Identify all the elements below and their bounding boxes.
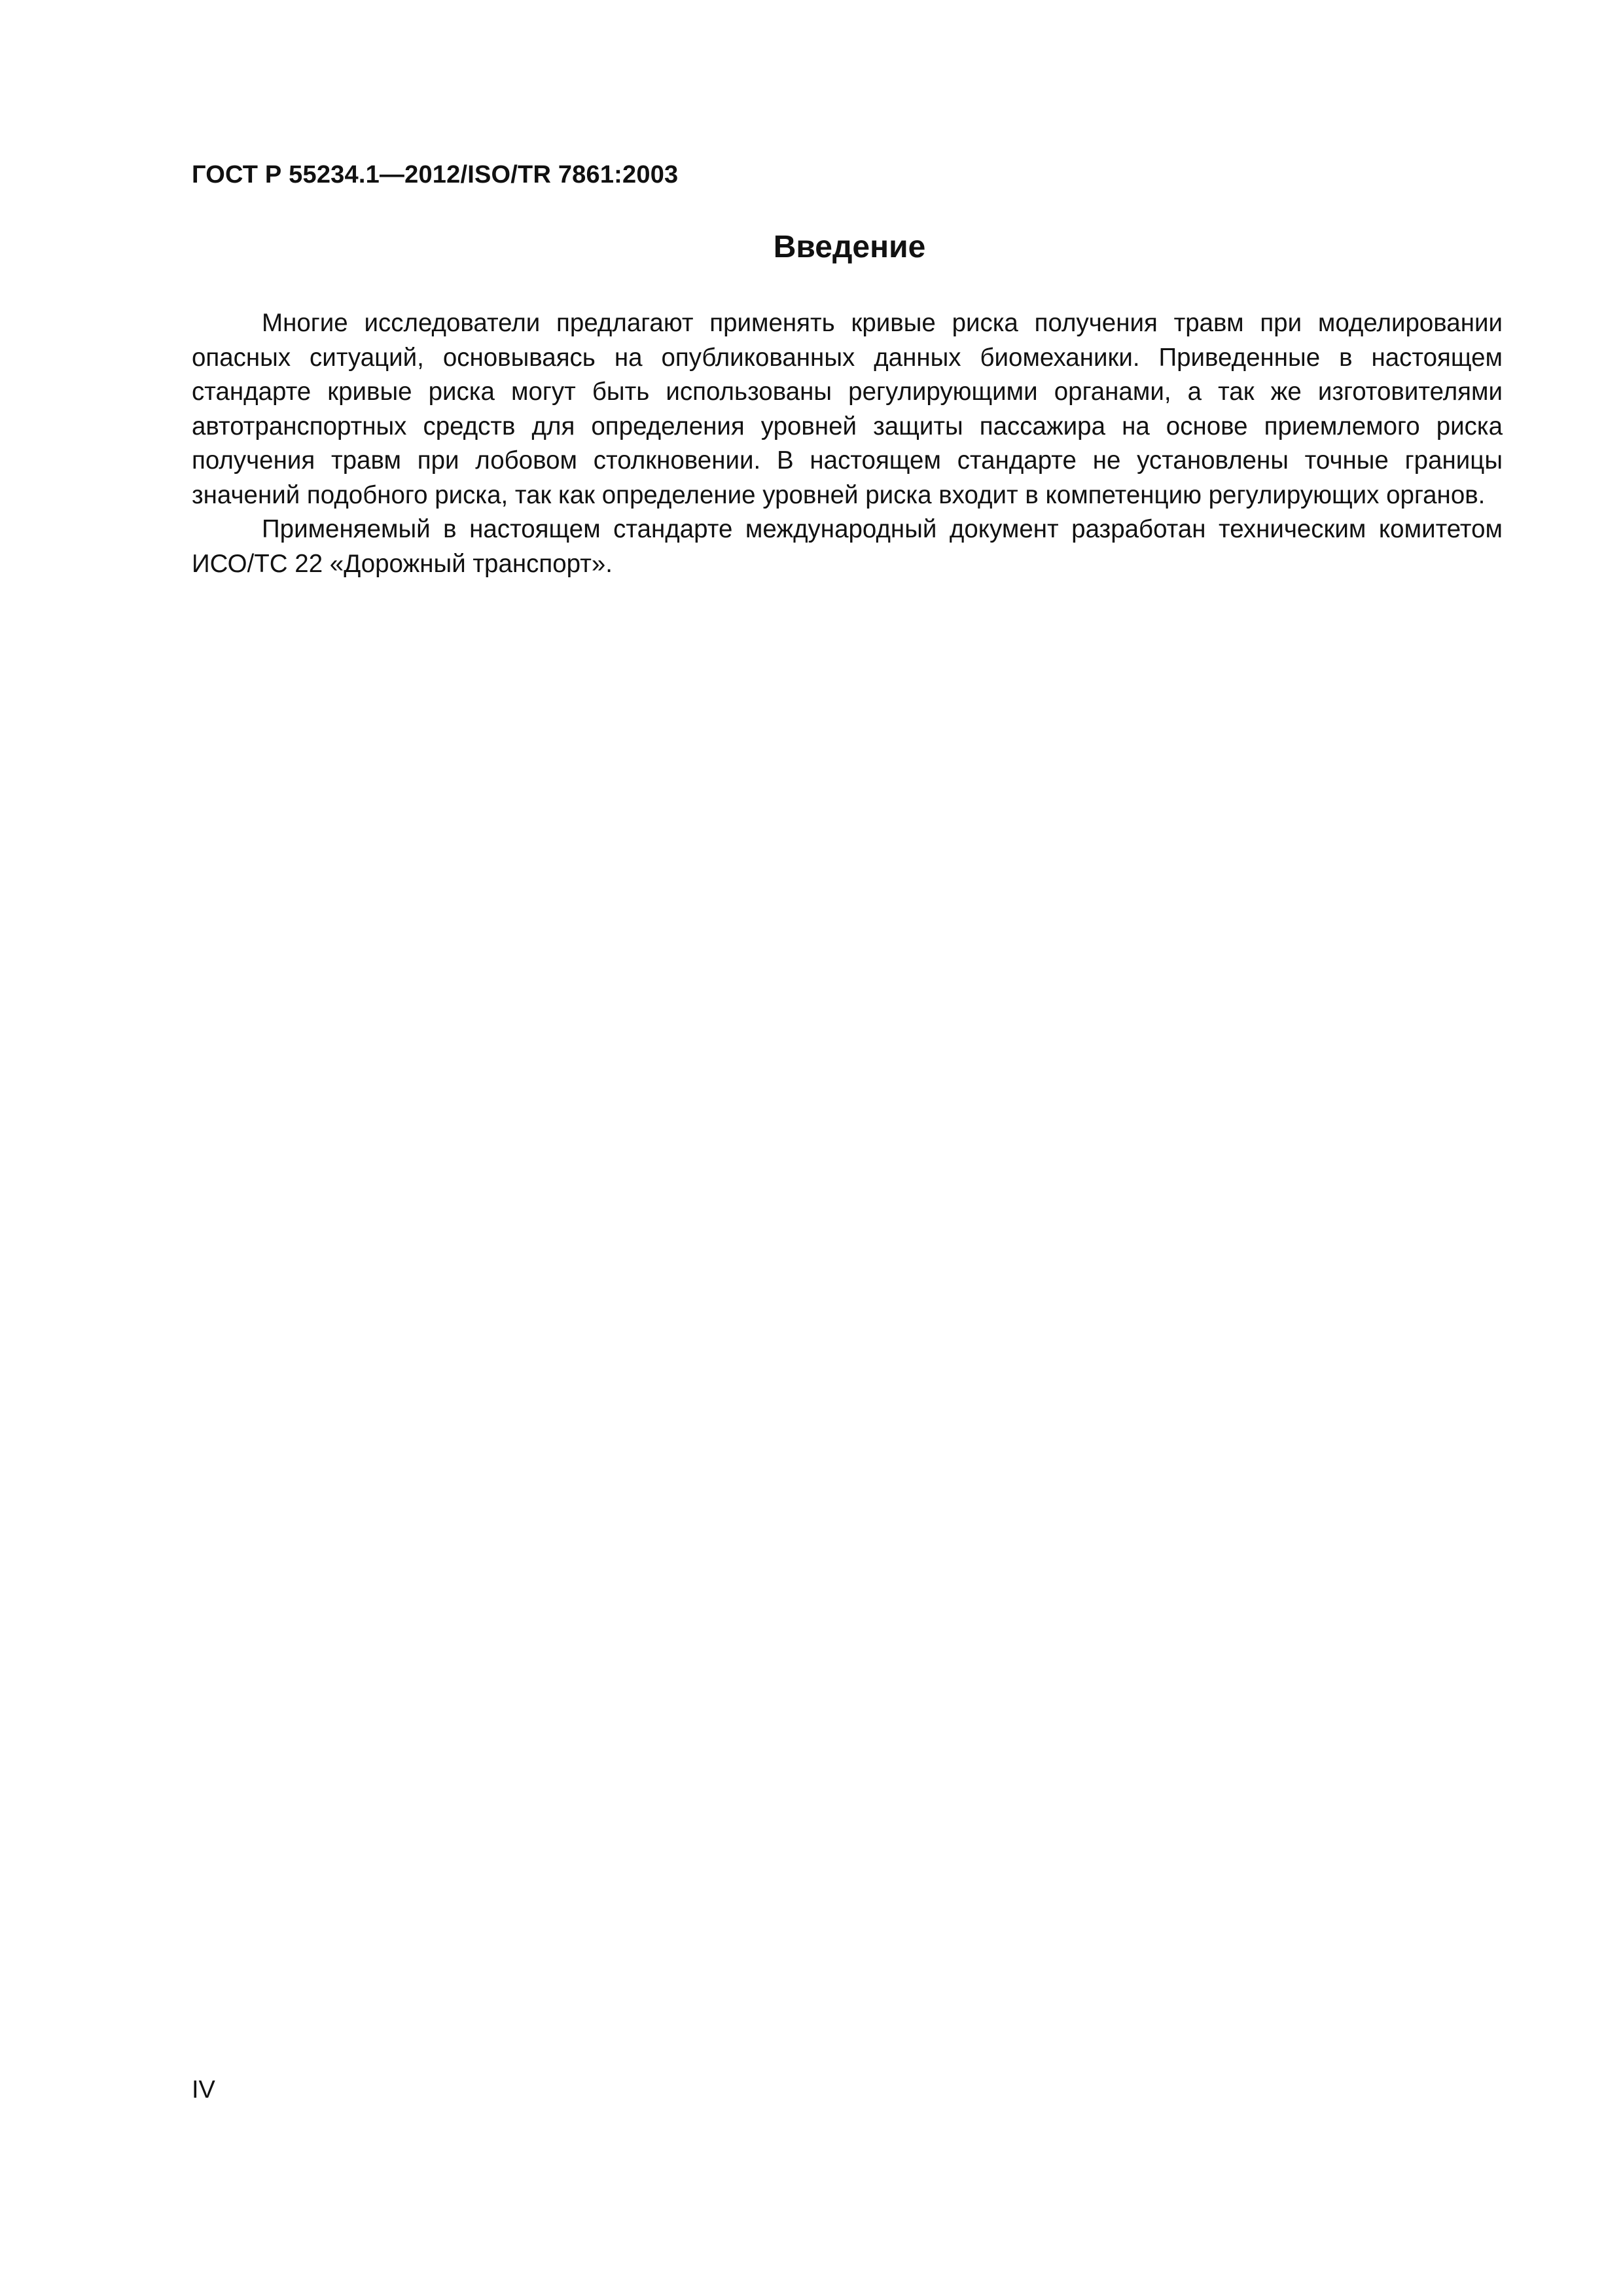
paragraph: Многие исследователи предлагают применять кривые риска получения травм при моделировании опасных ситуаций, основываясь на опубликованных данных биомеханики. Приведенные в настоящем стандарте кривые риска могут быть использованы регулирующими органами, а так же изготовителями автотранспортных средств для определения уровней защиты пассажира на основе приемлемого риска получения травм при лобовом столкновении. В настоящем стандарте не установлены точные границы значений подобного риска, так как определение уровней риска входит в компетенцию регулирующих органов.	[192, 309, 1503, 509]
section-body	[192, 306, 1503, 581]
page-number: IV	[192, 2076, 215, 2104]
paragraph: Применяемый в настоящем стандарте международный документ разработан техническим комитетом ИСО/ТС 22 «Дорожный транспорт».	[192, 515, 1503, 578]
document-code-header: ГОСТ Р 55234.1—2012/ISO/TR 7861:2003	[192, 161, 679, 188]
section-title: Введение	[773, 230, 926, 264]
